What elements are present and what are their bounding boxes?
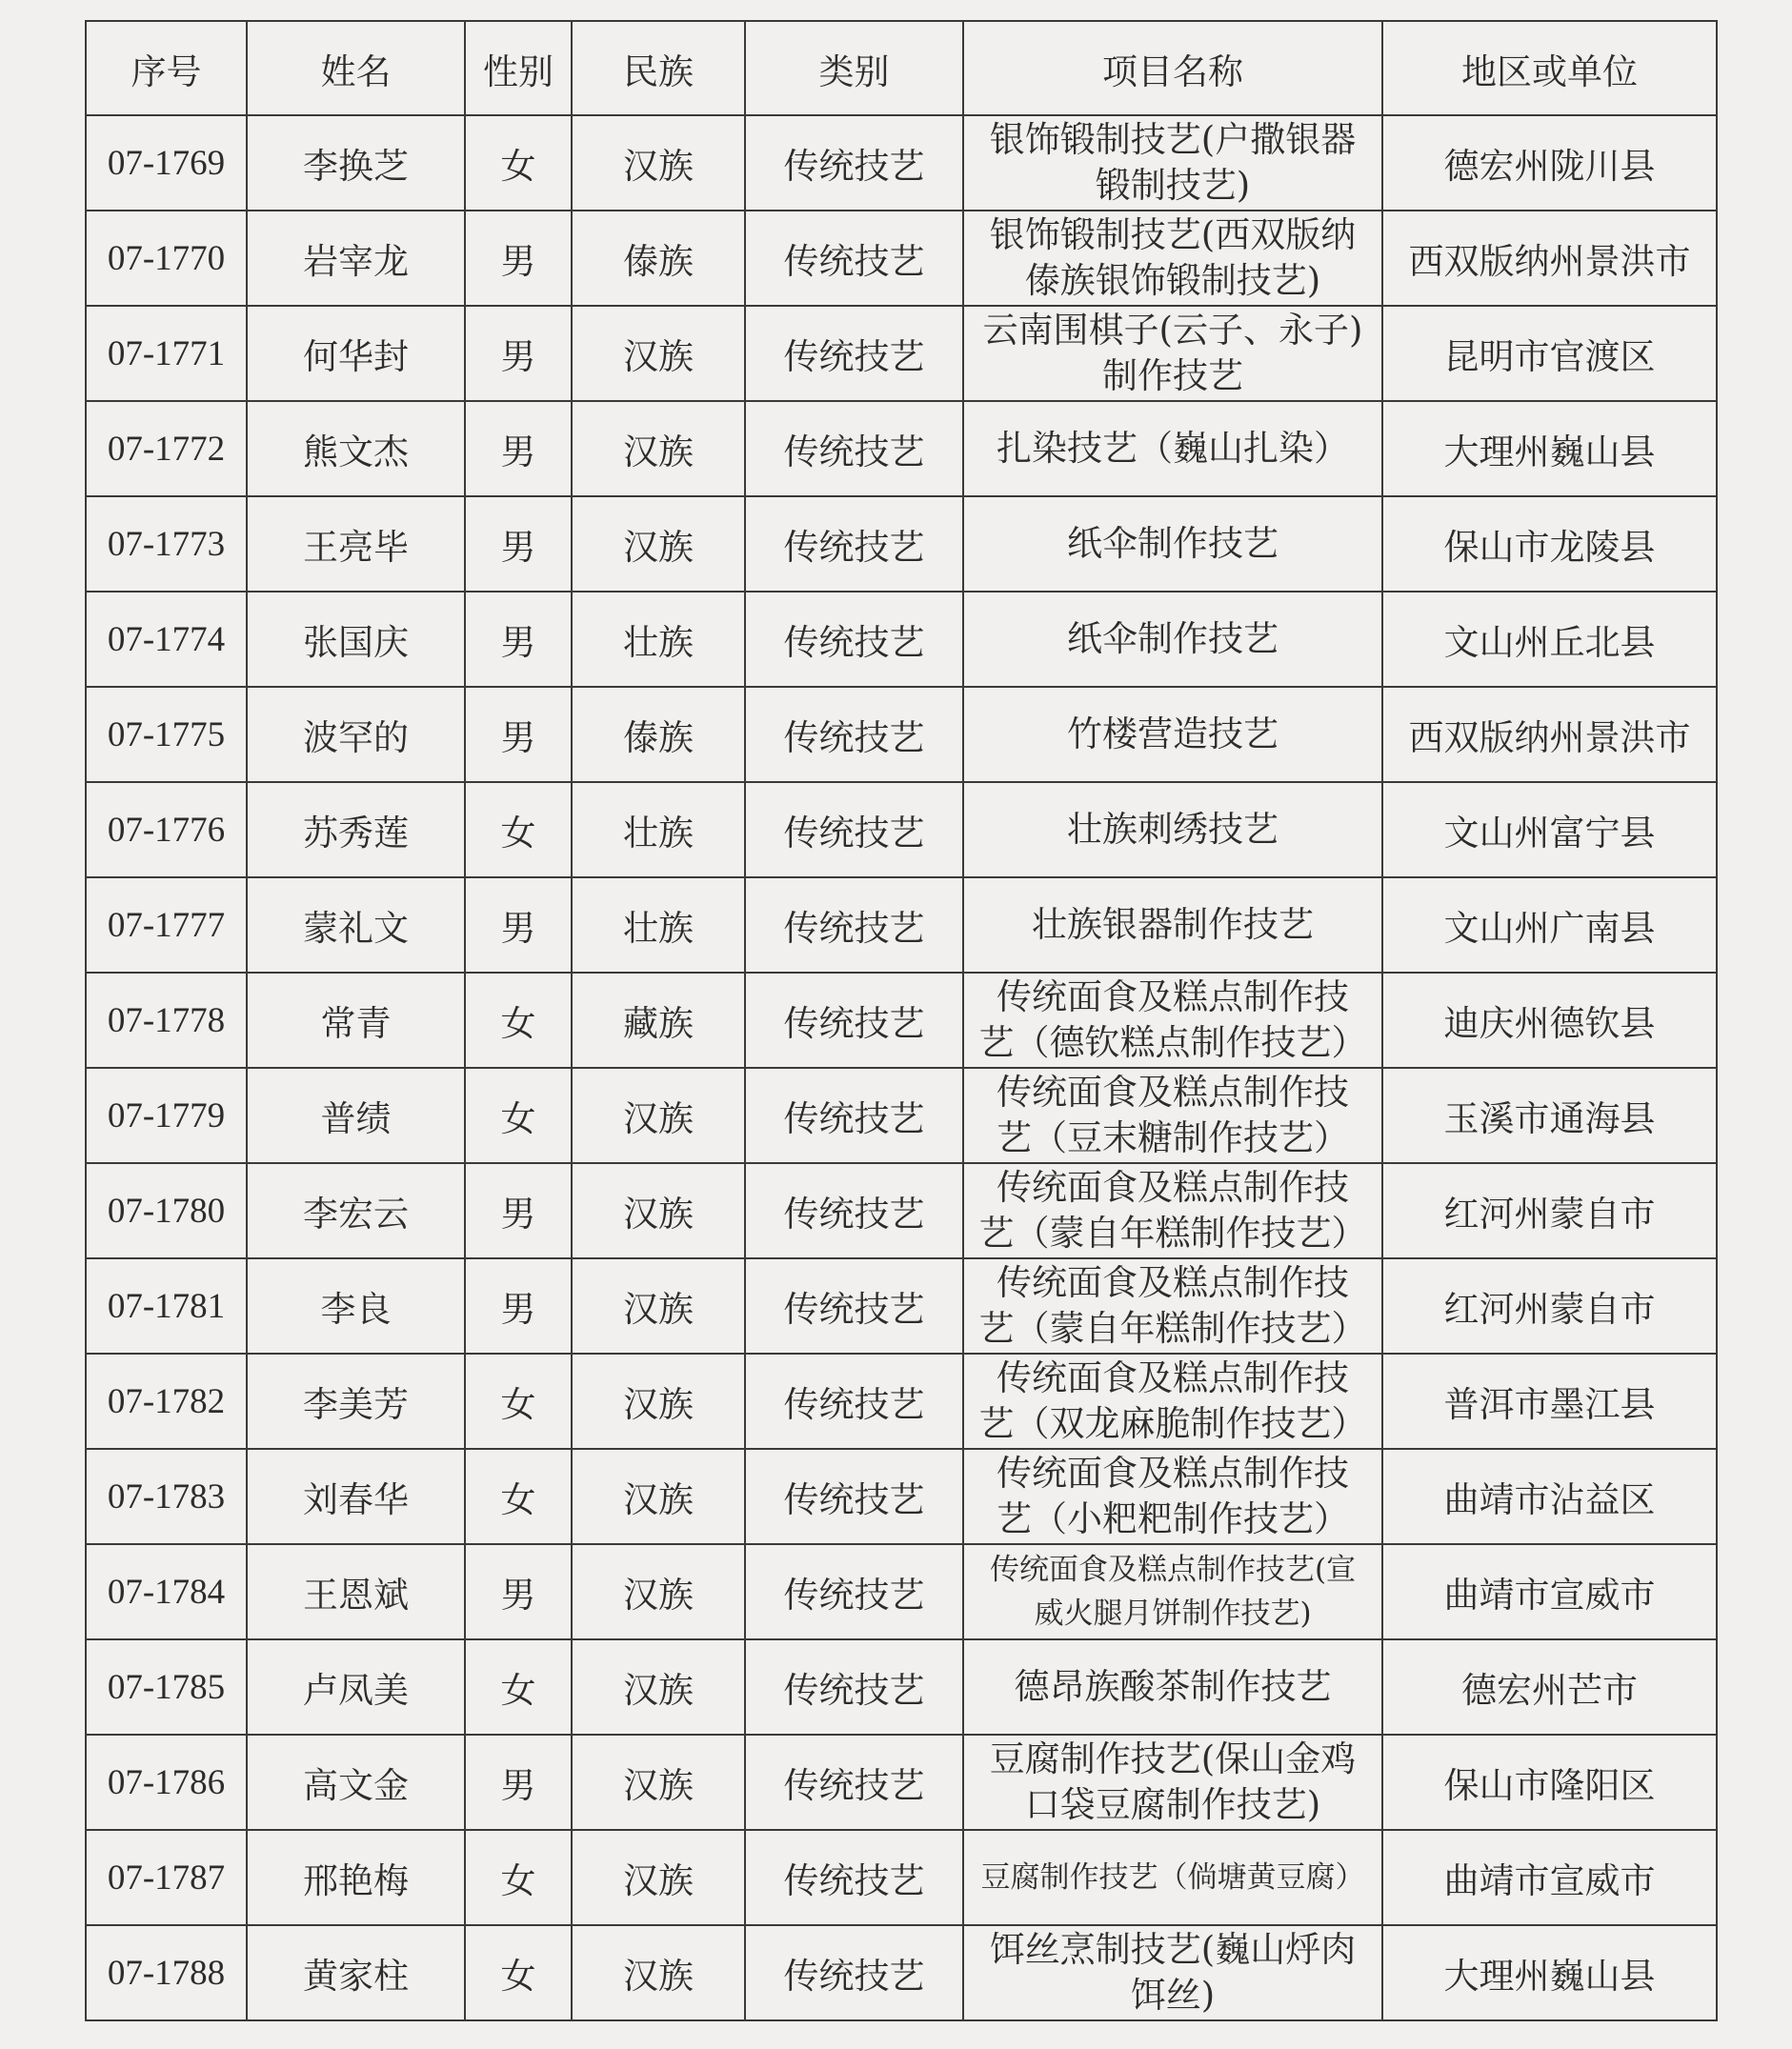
category-cell: 传统技艺 bbox=[745, 1639, 963, 1735]
document-page bbox=[85, 20, 1718, 2021]
name-cell: 岩宰龙 bbox=[247, 211, 465, 306]
region-cell: 大理州巍山县 bbox=[1382, 401, 1717, 496]
project-cell bbox=[963, 1449, 1382, 1544]
header-seq: 序号 bbox=[86, 21, 247, 115]
project-cell bbox=[963, 1258, 1382, 1354]
ethnicity-cell: 汉族 bbox=[572, 1163, 745, 1258]
gender-cell: 女 bbox=[465, 782, 572, 877]
ethnicity-cell: 汉族 bbox=[572, 1258, 745, 1354]
ethnicity-cell: 壮族 bbox=[572, 782, 745, 877]
category-cell: 传统技艺 bbox=[745, 306, 963, 401]
project-name-line: 口袋豆腐制作技艺) bbox=[1024, 1784, 1321, 1825]
ethnicity-cell: 傣族 bbox=[572, 687, 745, 782]
project-name-line: 豆腐制作技艺(保山金鸡 bbox=[989, 1738, 1357, 1779]
table-row bbox=[86, 496, 1717, 592]
project-name-line: 竹楼营造技艺 bbox=[1067, 713, 1279, 754]
ethnicity-cell: 汉族 bbox=[572, 306, 745, 401]
region-cell: 曲靖市宣威市 bbox=[1382, 1830, 1717, 1925]
region-cell: 西双版纳州景洪市 bbox=[1382, 211, 1717, 306]
category-cell: 传统技艺 bbox=[745, 1830, 963, 1925]
seq-cell: 07-1776 bbox=[86, 782, 247, 877]
seq-cell: 07-1774 bbox=[86, 592, 247, 687]
category-cell: 传统技艺 bbox=[745, 782, 963, 877]
table-row bbox=[86, 1068, 1717, 1163]
project-name-line: 传统面食及糕点制作技 bbox=[997, 1357, 1349, 1398]
name-cell: 普绩 bbox=[247, 1068, 465, 1163]
table-row bbox=[86, 1735, 1717, 1830]
region-cell: 文山州广南县 bbox=[1382, 877, 1717, 973]
seq-cell: 07-1780 bbox=[86, 1163, 247, 1258]
category-cell: 传统技艺 bbox=[745, 1925, 963, 2020]
seq-cell: 07-1786 bbox=[86, 1735, 247, 1830]
project-name-line: 扎染技艺（巍山扎染） bbox=[997, 428, 1349, 469]
ethnicity-cell: 汉族 bbox=[572, 1925, 745, 2020]
seq-cell: 07-1782 bbox=[86, 1354, 247, 1449]
category-cell: 传统技艺 bbox=[745, 1354, 963, 1449]
table-row bbox=[86, 592, 1717, 687]
name-cell: 熊文杰 bbox=[247, 401, 465, 496]
region-cell: 保山市龙陵县 bbox=[1382, 496, 1717, 592]
project-name-line: 银饰锻制技艺(西双版纳 bbox=[989, 214, 1357, 255]
name-cell: 常青 bbox=[247, 973, 465, 1068]
project-name-line: 云南围棋子(云子、永子) bbox=[982, 310, 1363, 351]
gender-cell: 女 bbox=[465, 1068, 572, 1163]
name-cell: 李换芝 bbox=[247, 115, 465, 211]
name-cell: 王亮毕 bbox=[247, 496, 465, 592]
gender-cell: 男 bbox=[465, 687, 572, 782]
name-cell: 蒙礼文 bbox=[247, 877, 465, 973]
name-cell: 何华封 bbox=[247, 306, 465, 401]
project-name-line: 饵丝) bbox=[1130, 1975, 1216, 2016]
header-region: 地区或单位 bbox=[1382, 21, 1717, 115]
table-row bbox=[86, 1925, 1717, 2020]
ethnicity-cell: 傣族 bbox=[572, 211, 745, 306]
table-row bbox=[86, 1354, 1717, 1449]
project-cell bbox=[963, 401, 1382, 496]
project-name-line: 艺（蒙自年糕制作技艺） bbox=[978, 1213, 1367, 1254]
project-name-line: 艺（德钦糕点制作技艺） bbox=[978, 1022, 1367, 1063]
project-cell bbox=[963, 782, 1382, 877]
gender-cell: 男 bbox=[465, 592, 572, 687]
project-name-line: 饵丝烹制技艺(巍山烀肉 bbox=[989, 1929, 1357, 1970]
gender-cell: 女 bbox=[465, 973, 572, 1068]
seq-cell: 07-1770 bbox=[86, 211, 247, 306]
gender-cell: 女 bbox=[465, 1354, 572, 1449]
table-row bbox=[86, 211, 1717, 306]
category-cell: 传统技艺 bbox=[745, 1163, 963, 1258]
project-name-line: 德昂族酸茶制作技艺 bbox=[1014, 1666, 1332, 1707]
project-name-line: 纸伞制作技艺 bbox=[1067, 523, 1279, 564]
seq-cell: 07-1785 bbox=[86, 1639, 247, 1735]
region-cell: 曲靖市沾益区 bbox=[1382, 1449, 1717, 1544]
seq-cell: 07-1778 bbox=[86, 973, 247, 1068]
gender-cell: 男 bbox=[465, 211, 572, 306]
project-cell bbox=[963, 1544, 1382, 1639]
seq-cell: 07-1769 bbox=[86, 115, 247, 211]
ethnicity-cell: 汉族 bbox=[572, 1735, 745, 1830]
project-name-line: 艺（蒙自年糕制作技艺） bbox=[978, 1308, 1367, 1349]
ethnicity-cell: 藏族 bbox=[572, 973, 745, 1068]
project-name-line: 艺（豆末糖制作技艺） bbox=[997, 1117, 1349, 1158]
name-cell: 李良 bbox=[247, 1258, 465, 1354]
inheritor-table bbox=[85, 20, 1718, 2021]
name-cell: 李美芳 bbox=[247, 1354, 465, 1449]
category-cell: 传统技艺 bbox=[745, 115, 963, 211]
gender-cell: 女 bbox=[465, 1925, 572, 2020]
project-cell bbox=[963, 211, 1382, 306]
project-name-line: 艺（小粑粑制作技艺） bbox=[997, 1498, 1349, 1539]
name-cell: 波罕的 bbox=[247, 687, 465, 782]
category-cell: 传统技艺 bbox=[745, 496, 963, 592]
region-cell: 德宏州陇川县 bbox=[1382, 115, 1717, 211]
seq-cell: 07-1771 bbox=[86, 306, 247, 401]
project-cell bbox=[963, 496, 1382, 592]
name-cell: 邢艳梅 bbox=[247, 1830, 465, 1925]
project-cell bbox=[963, 1925, 1382, 2020]
ethnicity-cell: 汉族 bbox=[572, 1639, 745, 1735]
gender-cell: 女 bbox=[465, 115, 572, 211]
project-cell bbox=[963, 1354, 1382, 1449]
seq-cell: 07-1775 bbox=[86, 687, 247, 782]
gender-cell: 女 bbox=[465, 1830, 572, 1925]
name-cell: 高文金 bbox=[247, 1735, 465, 1830]
seq-cell: 07-1779 bbox=[86, 1068, 247, 1163]
project-cell bbox=[963, 1830, 1382, 1925]
table-row bbox=[86, 687, 1717, 782]
ethnicity-cell: 汉族 bbox=[572, 1068, 745, 1163]
project-name-line: 传统面食及糕点制作技 bbox=[997, 1453, 1349, 1494]
category-cell: 传统技艺 bbox=[745, 1735, 963, 1830]
project-name-line: 豆腐制作技艺（倘塘黄豆腐） bbox=[980, 1860, 1365, 1895]
table-row bbox=[86, 877, 1717, 973]
table-row bbox=[86, 782, 1717, 877]
project-cell bbox=[963, 115, 1382, 211]
header-category: 类别 bbox=[745, 21, 963, 115]
seq-cell: 07-1781 bbox=[86, 1258, 247, 1354]
category-cell: 传统技艺 bbox=[745, 1068, 963, 1163]
table-row bbox=[86, 1258, 1717, 1354]
category-cell: 传统技艺 bbox=[745, 973, 963, 1068]
table-body bbox=[86, 115, 1717, 2020]
table-row bbox=[86, 1639, 1717, 1735]
ethnicity-cell: 汉族 bbox=[572, 1544, 745, 1639]
ethnicity-cell: 汉族 bbox=[572, 1830, 745, 1925]
project-name-line: 传统面食及糕点制作技 bbox=[997, 1072, 1349, 1113]
category-cell: 传统技艺 bbox=[745, 877, 963, 973]
project-name-line: 银饰锻制技艺(户撒银器 bbox=[989, 119, 1357, 160]
gender-cell: 男 bbox=[465, 1544, 572, 1639]
gender-cell: 男 bbox=[465, 401, 572, 496]
seq-cell: 07-1783 bbox=[86, 1449, 247, 1544]
project-cell bbox=[963, 1068, 1382, 1163]
table-row bbox=[86, 1163, 1717, 1258]
seq-cell: 07-1777 bbox=[86, 877, 247, 973]
ethnicity-cell: 汉族 bbox=[572, 496, 745, 592]
ethnicity-cell: 汉族 bbox=[572, 1449, 745, 1544]
project-name-line: 壮族银器制作技艺 bbox=[1032, 904, 1314, 945]
table-row bbox=[86, 1449, 1717, 1544]
region-cell: 红河州蒙自市 bbox=[1382, 1163, 1717, 1258]
project-cell bbox=[963, 306, 1382, 401]
name-cell: 苏秀莲 bbox=[247, 782, 465, 877]
region-cell: 德宏州芒市 bbox=[1382, 1639, 1717, 1735]
table-row bbox=[86, 306, 1717, 401]
project-name-line: 传统面食及糕点制作技 bbox=[997, 1167, 1349, 1208]
category-cell: 传统技艺 bbox=[745, 687, 963, 782]
region-cell: 文山州丘北县 bbox=[1382, 592, 1717, 687]
header-ethnicity: 民族 bbox=[572, 21, 745, 115]
header-name: 姓名 bbox=[247, 21, 465, 115]
project-name-line: 传统面食及糕点制作技艺(宣 bbox=[989, 1553, 1357, 1587]
project-cell bbox=[963, 1639, 1382, 1735]
category-cell: 传统技艺 bbox=[745, 1449, 963, 1544]
header-row bbox=[86, 21, 1717, 115]
table-row bbox=[86, 115, 1717, 211]
table-row bbox=[86, 1544, 1717, 1639]
region-cell: 大理州巍山县 bbox=[1382, 1925, 1717, 2020]
name-cell: 卢凤美 bbox=[247, 1639, 465, 1735]
gender-cell: 男 bbox=[465, 877, 572, 973]
name-cell: 李宏云 bbox=[247, 1163, 465, 1258]
header-project: 项目名称 bbox=[963, 21, 1382, 115]
gender-cell: 女 bbox=[465, 1639, 572, 1735]
ethnicity-cell: 汉族 bbox=[572, 115, 745, 211]
project-name-line: 传统面食及糕点制作技 bbox=[997, 976, 1349, 1017]
seq-cell: 07-1784 bbox=[86, 1544, 247, 1639]
seq-cell: 07-1787 bbox=[86, 1830, 247, 1925]
region-cell: 文山州富宁县 bbox=[1382, 782, 1717, 877]
project-name-line: 壮族刺绣技艺 bbox=[1067, 809, 1279, 850]
region-cell: 保山市隆阳区 bbox=[1382, 1735, 1717, 1830]
project-cell bbox=[963, 1735, 1382, 1830]
project-name-line: 艺（双龙麻脆制作技艺） bbox=[978, 1403, 1367, 1444]
project-cell bbox=[963, 877, 1382, 973]
table-row bbox=[86, 401, 1717, 496]
gender-cell: 男 bbox=[465, 306, 572, 401]
category-cell: 传统技艺 bbox=[745, 1544, 963, 1639]
project-cell bbox=[963, 592, 1382, 687]
project-cell bbox=[963, 687, 1382, 782]
project-name-line: 锻制技艺) bbox=[1095, 165, 1251, 206]
region-cell: 玉溪市通海县 bbox=[1382, 1068, 1717, 1163]
ethnicity-cell: 壮族 bbox=[572, 877, 745, 973]
table-row bbox=[86, 973, 1717, 1068]
project-name-line: 威火腿月饼制作技艺) bbox=[1034, 1597, 1312, 1631]
table-header bbox=[86, 21, 1717, 115]
project-name-line: 傣族银饰锻制技艺) bbox=[1024, 260, 1321, 301]
gender-cell: 男 bbox=[465, 1163, 572, 1258]
category-cell: 传统技艺 bbox=[745, 592, 963, 687]
gender-cell: 男 bbox=[465, 496, 572, 592]
region-cell: 西双版纳州景洪市 bbox=[1382, 687, 1717, 782]
category-cell: 传统技艺 bbox=[745, 211, 963, 306]
ethnicity-cell: 壮族 bbox=[572, 592, 745, 687]
region-cell: 迪庆州德钦县 bbox=[1382, 973, 1717, 1068]
ethnicity-cell: 汉族 bbox=[572, 1354, 745, 1449]
region-cell: 昆明市官渡区 bbox=[1382, 306, 1717, 401]
region-cell: 普洱市墨江县 bbox=[1382, 1354, 1717, 1449]
gender-cell: 男 bbox=[465, 1258, 572, 1354]
gender-cell: 男 bbox=[465, 1735, 572, 1830]
seq-cell: 07-1772 bbox=[86, 401, 247, 496]
project-name-line: 传统面食及糕点制作技 bbox=[997, 1262, 1349, 1303]
seq-cell: 07-1788 bbox=[86, 1925, 247, 2020]
project-cell bbox=[963, 973, 1382, 1068]
region-cell: 曲靖市宣威市 bbox=[1382, 1544, 1717, 1639]
project-name-line: 纸伞制作技艺 bbox=[1067, 618, 1279, 659]
gender-cell: 女 bbox=[465, 1449, 572, 1544]
name-cell: 王恩斌 bbox=[247, 1544, 465, 1639]
header-gender: 性别 bbox=[465, 21, 572, 115]
table-row bbox=[86, 1830, 1717, 1925]
name-cell: 黄家柱 bbox=[247, 1925, 465, 2020]
seq-cell: 07-1773 bbox=[86, 496, 247, 592]
name-cell: 张国庆 bbox=[247, 592, 465, 687]
category-cell: 传统技艺 bbox=[745, 1258, 963, 1354]
region-cell: 红河州蒙自市 bbox=[1382, 1258, 1717, 1354]
ethnicity-cell: 汉族 bbox=[572, 401, 745, 496]
project-cell bbox=[963, 1163, 1382, 1258]
category-cell: 传统技艺 bbox=[745, 401, 963, 496]
project-name-line: 制作技艺 bbox=[1102, 355, 1243, 396]
name-cell: 刘春华 bbox=[247, 1449, 465, 1544]
